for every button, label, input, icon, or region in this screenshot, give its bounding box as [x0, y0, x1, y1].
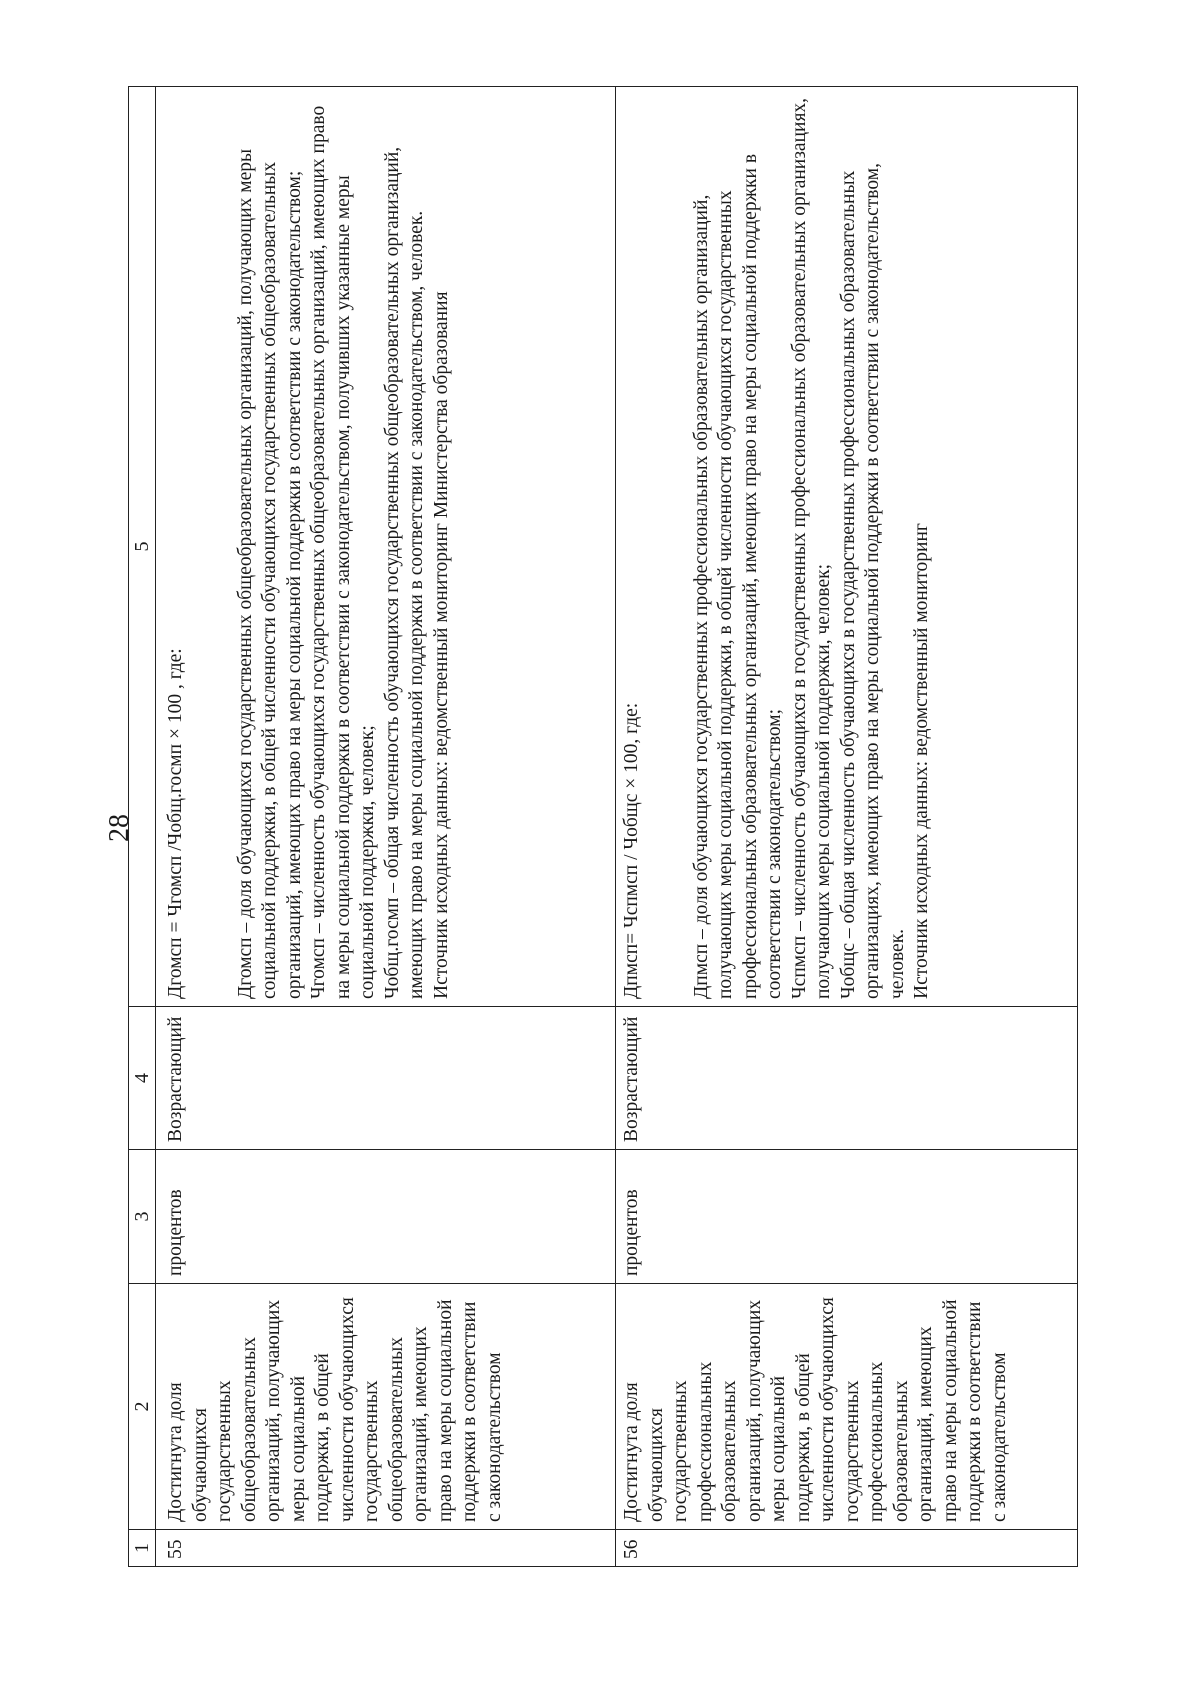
header-col-1: 1 — [129, 1530, 156, 1567]
header-col-5: 5 — [129, 87, 156, 1007]
calculation-method — [156, 87, 616, 1007]
definition: Дгомсп – доля обучающихся государственных общеобразовательных организаций, получающих меры социальной поддержки, в общей численности обучающихся государственных общеобразовательных организаций, имеющих право на меры социальной поддержки в соответствии с законодательством; — [234, 148, 305, 999]
formula: Дпмсп= Чспмсп / Чобщс × 100, где: — [621, 702, 642, 999]
header-row — [129, 87, 156, 1567]
header-col-3: 3 — [129, 1150, 156, 1284]
table-row — [616, 87, 1078, 1567]
formula: Дгомсп = Чгомсп /Чобщ.госмп × 100 , где: — [165, 648, 186, 999]
definition: Чобщ.госмп – общая численность обучающихся государственных общеобразовательных организаций, имеющих право на меры социальной поддержки в соответствии с законодательством, человек. — [381, 146, 427, 999]
indicator-name: Достигнута доля обучающихся государственных общеобразовательных организаций, получающих меры социальной поддержки, в общей численности обучающихся государственных общеобразовательных организаций, имеющих право на меры социальной поддержки в соответствии с законодательством — [156, 1284, 616, 1530]
indicator-name: Достигнута доля обучающихся государственных профессиональных образовательных организаций, получающих меры социальной поддержки, в общей численности обучающихся государственных профессиональных образовательных организаций, имеющих право на меры социальной поддержки в соответствии с законодательством — [616, 1284, 1078, 1530]
unit-of-measure: процентов — [156, 1150, 616, 1284]
indicators-table — [128, 86, 1078, 1567]
unit-of-measure: процентов — [616, 1150, 1078, 1284]
row-number: 55 — [156, 1530, 616, 1567]
table-row — [156, 87, 616, 1567]
definition: Дпмсп – доля обучающихся государственных профессиональных образовательных организаций, получающих меры социальной поддержки, в общей численности обучающихся государственных профессиональных образовательных организаций, имеющих право на меры социальной поддержки в соответствии с законодательством; — [690, 153, 785, 999]
page-number: 28 — [104, 814, 135, 842]
data-source: Источник исходных данных: ведомственный мониторинг Министерства образования — [430, 291, 452, 999]
trend-type: Возрастающий — [616, 1007, 1078, 1150]
header-col-2: 2 — [129, 1284, 156, 1530]
definition: Чобщс – общая численность обучающихся в государственных профессиональных образовательных организациях, имеющих право на меры социальной поддержки в соответствии с законодательством, человек. — [837, 163, 908, 999]
row-number: 56 — [616, 1530, 1078, 1567]
data-source: Источник исходных данных: ведомственный мониторинг — [911, 523, 932, 999]
header-col-4: 4 — [129, 1007, 156, 1150]
trend-type: Возрастающий — [156, 1007, 616, 1150]
definition: Чгомсп – численность обучающихся государственных общеобразовательных организаций, имеющих право на меры социальной поддержки в соответствии с законодательством, получивших указанные меры социальной поддержки, человек; — [308, 105, 378, 999]
calculation-method — [616, 87, 1078, 1007]
spacer — [645, 94, 690, 999]
rotated-table-container — [128, 87, 1078, 1567]
definition: Чспмсп – численность обучающихся в государственных профессиональных образовательных организациях, получающих меры социальной поддержки, человек; — [788, 97, 834, 999]
spacer — [189, 94, 234, 999]
